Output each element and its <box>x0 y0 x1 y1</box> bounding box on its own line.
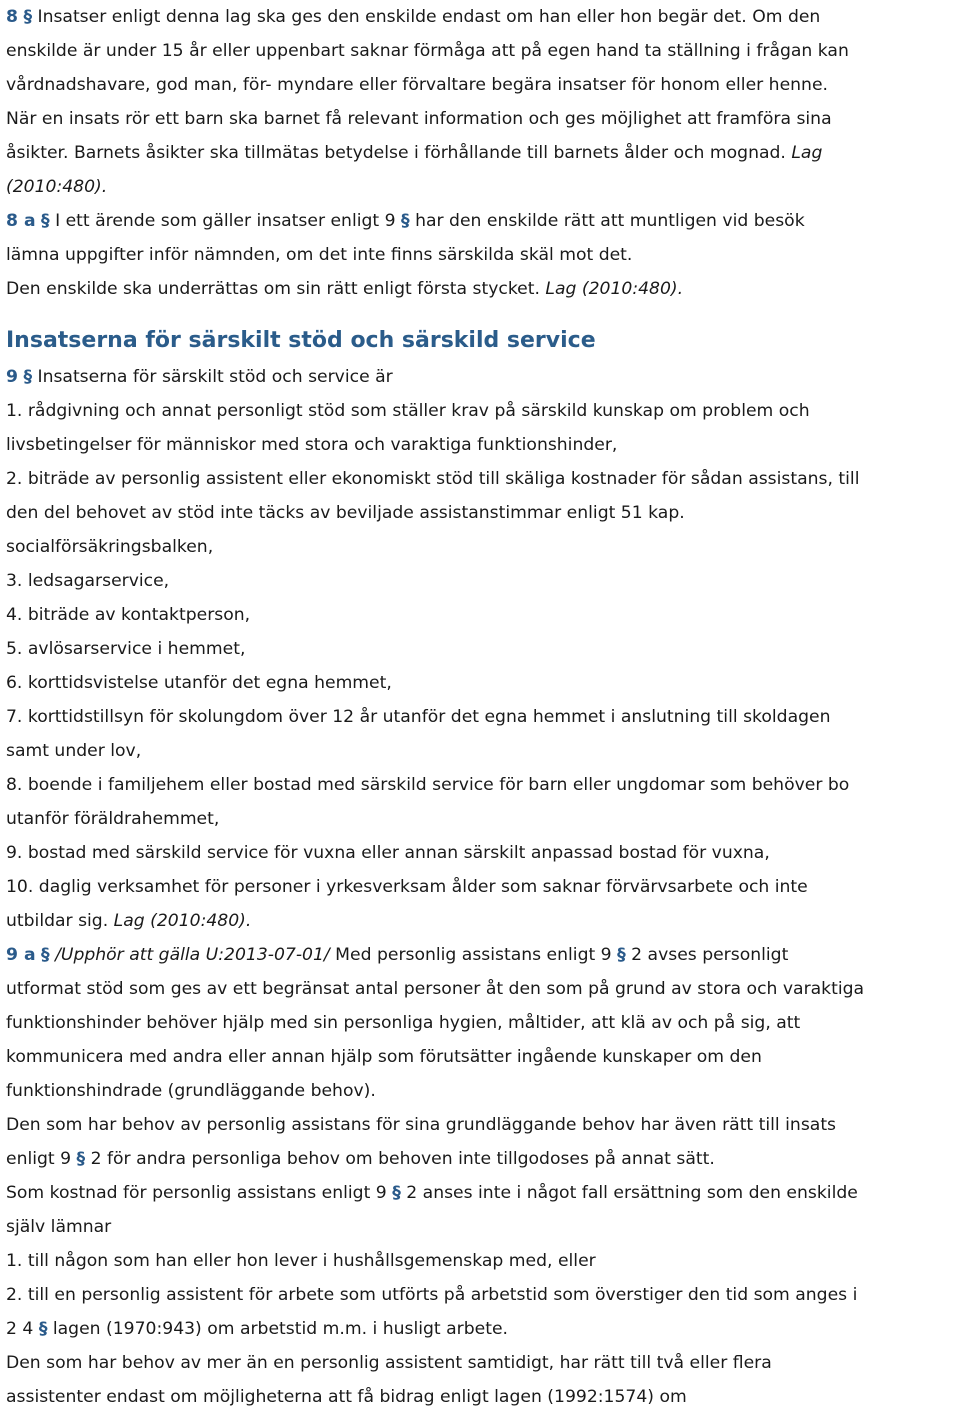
section-number: 9 a <box>6 945 36 965</box>
section-9a-line: utformat stöd som ges av ett begränsat antal personer åt den som på grund av stora och varaktiga <box>6 979 865 999</box>
section-9a-line: enligt 9 § 2 för andra personliga behov om behoven inte tillgodoses på annat sätt. <box>6 1149 715 1169</box>
list-item: socialförsäkringsbalken, <box>6 537 214 557</box>
list-item: 7. korttidstillsyn för skolungdom över 12 år utanför det egna hemmet i anslutning till skoldagen <box>6 707 831 727</box>
section-number: 8 a <box>6 211 36 231</box>
law-reference[interactable]: Lag (2010:480). <box>113 911 252 931</box>
section-8-line-3: vårdnadshavare, god man, för- myndare eller förvaltare begära insatser för honom eller henne. <box>6 75 828 95</box>
section-8-line-5: åsikter. Barnets åsikter ska tillmätas betydelse i förhållande till barnets ålder och mognad. Lag <box>6 143 823 163</box>
section-8a-line-1: 8 a § I ett ärende som gäller insatser enligt 9 § har den enskilde rätt att muntligen vid besök <box>6 211 805 231</box>
list-item: 4. biträde av kontaktperson, <box>6 605 251 625</box>
section-number: 9 <box>6 367 18 387</box>
section-9a-line: funktionshindrade (grundläggande behov). <box>6 1081 376 1101</box>
law-reference[interactable]: Lag (2010:480). <box>545 279 684 299</box>
section-9a-line: 2 4 § lagen (1970:943) om arbetstid m.m. i husligt arbete. <box>6 1319 508 1339</box>
section-9a-line: själv lämnar <box>6 1217 112 1237</box>
section-sign-icon: § <box>41 211 50 231</box>
section-8a-line-2: lämna uppgifter inför nämnden, om det inte finns särskilda skäl mot det. <box>6 245 633 265</box>
section-number: 8 <box>6 7 18 27</box>
list-item: 8. boende i familjehem eller bostad med särskild service för barn eller ungdomar som behöver bo <box>6 775 850 795</box>
list-item: 2. biträde av personlig assistent eller ekonomiskt stöd till skäliga kostnader för sådan assistans, till <box>6 469 860 489</box>
list-item: 1. rådgivning och annat personligt stöd som ställer krav på särskild kunskap om problem och <box>6 401 810 421</box>
list-item: 5. avlösarservice i hemmet, <box>6 639 246 659</box>
section-sign-icon: § <box>23 367 33 387</box>
list-item: livsbetingelser för människor med stora och varaktiga funktionshinder, <box>6 435 618 455</box>
list-item: utbildar sig. Lag (2010:480). <box>6 911 252 931</box>
list-item: 6. korttidsvistelse utanför det egna hemmet, <box>6 673 392 693</box>
section-sign-icon: § <box>38 1319 48 1339</box>
list-item: 2. till en personlig assistent för arbete som utförts på arbetstid som överstiger den tid som anges i <box>6 1285 858 1305</box>
section-8a-line-3: Den enskilde ska underrättas om sin rätt enligt första stycket. Lag (2010:480). <box>6 279 684 299</box>
section-9a-line-1: 9 a § /Upphör att gälla U:2013-07-01/ Med personlig assistans enligt 9 § 2 avses personligt <box>6 945 789 965</box>
list-item: 1. till någon som han eller hon lever i hushållsgemenskap med, eller <box>6 1251 596 1271</box>
list-item: den del behovet av stöd inte täcks av beviljade assistanstimmar enligt 51 kap. <box>6 503 685 523</box>
section-8-line-4: När en insats rör ett barn ska barnet få relevant information och ges möjlighet att framföra sina <box>6 109 832 129</box>
section-9a-line: assistenter endast om möjligheterna att få bidrag enligt lagen (1992:1574) om <box>6 1387 687 1407</box>
list-item: utanför föräldrahemmet, <box>6 809 220 829</box>
section-sign-icon: § <box>23 7 33 27</box>
section-sign-icon: § <box>76 1149 86 1169</box>
list-item: 10. daglig verksamhet för personer i yrkesverksam ålder som saknar förvärvsarbete och inte <box>6 877 808 897</box>
law-reference-continued[interactable]: (2010:480). <box>6 177 108 197</box>
list-item: 9. bostad med särskild service för vuxna eller annan särskilt anpassad bostad för vuxna, <box>6 843 770 863</box>
repeal-notice: /Upphör att gälla U:2013-07-01/ <box>55 945 330 965</box>
section-sign-icon: § <box>401 211 410 231</box>
list-item: 3. ledsagarservice, <box>6 571 170 591</box>
section-8-line-2: enskilde är under 15 år eller uppenbart saknar förmåga att på egen hand ta ställning i frågan kan <box>6 41 849 61</box>
section-9a-line: funktionshinder behöver hjälp med sin personliga hygien, måltider, att klä av och på sig, att <box>6 1013 801 1033</box>
law-reference[interactable]: Lag <box>791 143 823 163</box>
section-sign-icon: § <box>41 945 50 965</box>
section-9a-line: Den som har behov av mer än en personlig assistent samtidigt, har rätt till två eller flera <box>6 1353 772 1373</box>
section-9-intro: 9 § Insatserna för särskilt stöd och service är <box>6 367 393 387</box>
section-9a-line: kommunicera med andra eller annan hjälp som förutsätter ingående kunskaper om den <box>6 1047 762 1067</box>
list-item: samt under lov, <box>6 741 142 761</box>
section-sign-icon: § <box>617 945 626 965</box>
section-9a-line: Som kostnad för personlig assistans enligt 9 § 2 anses inte i något fall ersättning som den enskilde <box>6 1183 858 1203</box>
section-8-line-1: 8 § Insatser enligt denna lag ska ges den enskilde endast om han eller hon begär det. Om den <box>6 7 821 27</box>
section-heading: Insatserna för särskilt stöd och särskild service <box>6 328 596 353</box>
section-sign-icon: § <box>392 1183 401 1203</box>
section-9a-line: Den som har behov av personlig assistans för sina grundläggande behov har även rätt till insats <box>6 1115 837 1135</box>
